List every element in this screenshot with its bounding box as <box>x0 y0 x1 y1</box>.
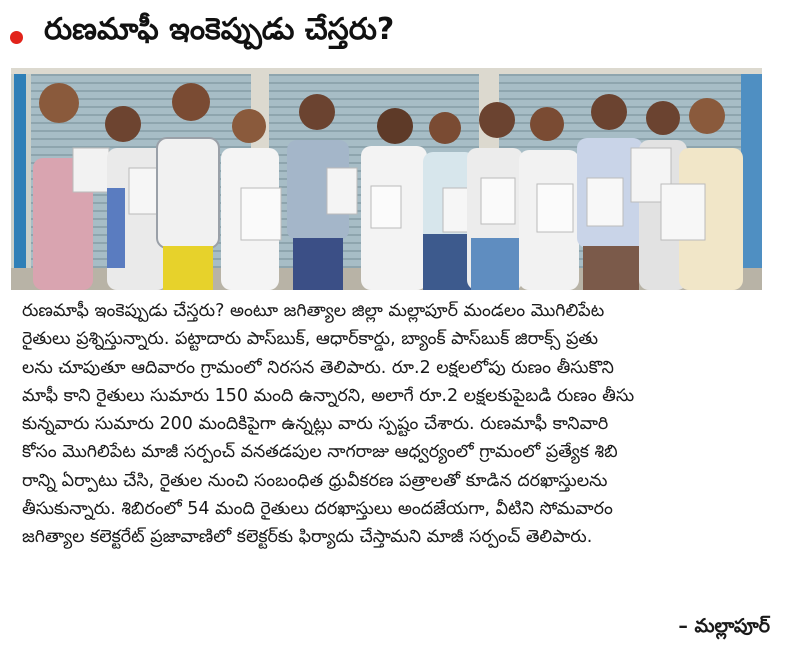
article-headline: రుణమాఫీ ఇంకెప్పుడు చేస్తరు? <box>44 12 395 47</box>
headline-bar <box>0 0 800 62</box>
farmers-protest-photo <box>11 68 762 290</box>
body-line: తీసుకున్నారు. శిబిరంలో 54 మంది రైతులు దరఖాస్తులు అందజేయగా, వీటిని సోమవారం <box>22 499 613 520</box>
article-byline: – మల్లాపూర్ <box>678 615 770 637</box>
body-line: లను చూపుతూ ఆదివారం గ్రామంలో నిరసన తెలిపారు. రూ.2 లక్షలలోపు రుణం తీసుకొని <box>22 357 614 378</box>
news-photo <box>11 68 762 290</box>
red-bullet-icon <box>10 31 23 44</box>
body-line: కున్నవారు సుమారు 200 మందికిపైగా ఉన్నట్లు వారు స్పష్టం చేశారు. రుణమాఫీ కానివారి <box>22 414 609 435</box>
body-line: జగిత్యాల కలెక్టరేట్ ప్రజావాణిలో కలెక్టర్‌కు ఫిర్యాదు చేస్తామని మాజీ సర్పంచ్ తెలిపారు. <box>22 527 593 548</box>
body-line: కోసం మొగిలిపేట మాజీ సర్పంచ్ వనతడపుల నాగరాజు ఆధ్వర్యంలో గ్రామంలో ప్రత్యేక శిబి <box>22 442 618 463</box>
body-line: రుణమాఫీ ఇంకెప్పుడు చేస్తరు? అంటూ జగిత్యాల జిల్లా మల్లాపూర్ మండలం మొగిలిపేట <box>22 301 605 321</box>
article-body <box>22 297 768 552</box>
body-line: రాన్ని ఏర్పాటు చేసి, రైతుల నుంచి సంబంధిత ధ్రువీకరణ పత్రాలతో కూడిన దరఖాస్తులను <box>22 470 608 491</box>
body-line: మాఫీ కాని రైతులు సుమారు 150 మంది ఉన్నారని, అలాగే రూ.2 లక్షలకుపైబడి రుణం తీసు <box>22 385 635 406</box>
body-line: రైతులు ప్రశ్నిస్తున్నారు. పట్టాదారు పాస్‌బుక్, ఆధార్‌కార్డు, బ్యాంక్ పాస్‌బుక్ జిరాక్స్ ప్రతు <box>22 329 599 350</box>
